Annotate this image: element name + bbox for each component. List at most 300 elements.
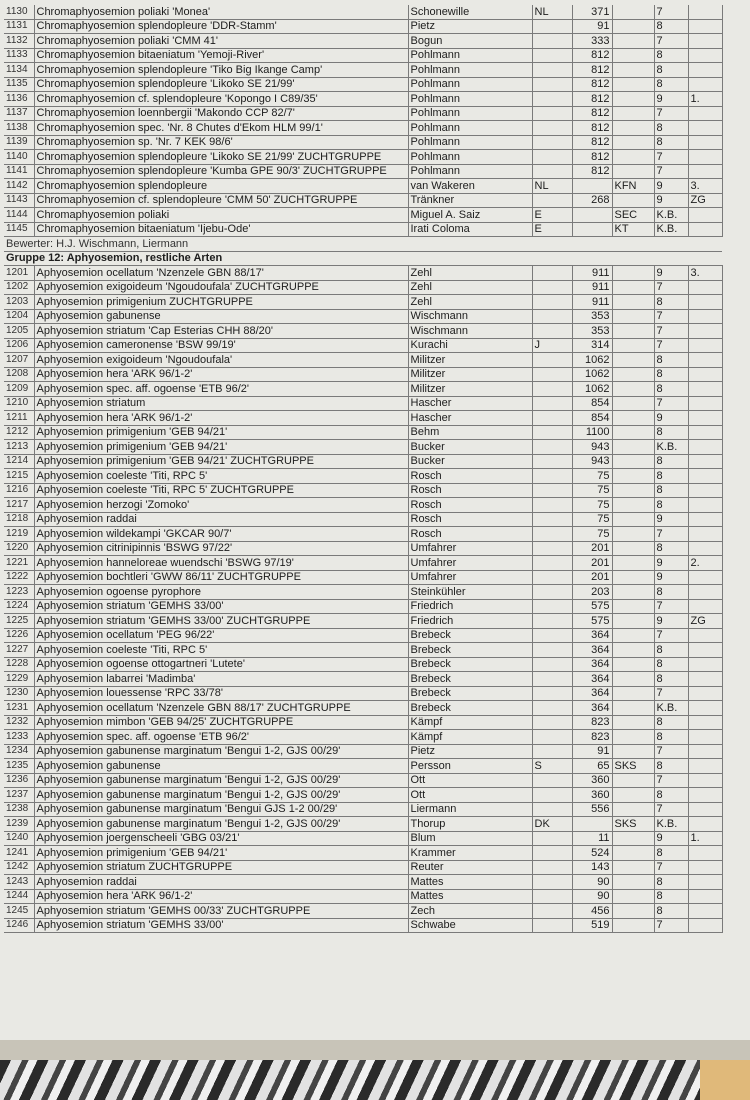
cell-breeder-number: 823 [572,715,612,730]
cell-placement [688,338,722,353]
table-row [4,367,722,382]
cell-breeder: Tränkner [408,193,532,208]
background-surface [0,1040,750,1100]
table-row [4,483,722,498]
cell-club-code [612,483,654,498]
cell-placement [688,222,722,237]
cell-country [532,512,572,527]
cell-entry-number: 1214 [4,454,34,469]
cell-species-name: Chromaphyosemion bitaeniatum 'Ijebu-Ode' [34,222,408,237]
cell-country [532,382,572,397]
cell-club-code [612,846,654,861]
cell-breeder: Brebeck [408,672,532,687]
cell-placement [688,773,722,788]
cell-club-code [612,498,654,513]
cell-breeder: Thorup [408,817,532,832]
cell-breeder: Rosch [408,483,532,498]
cell-country [532,527,572,542]
cell-species-name: Aphyosemion louessense 'RPC 33/78' [34,686,408,701]
cell-placement [688,527,722,542]
table-row [4,918,722,933]
cell-placement [688,77,722,92]
cell-score: 8 [654,353,688,368]
cell-score: 7 [654,309,688,324]
table-row [4,846,722,861]
cell-score: 8 [654,121,688,136]
cell-breeder: Mattes [408,875,532,890]
cell-score: 9 [654,92,688,107]
cell-breeder: Pohlmann [408,63,532,78]
table-row [4,92,722,107]
cell-breeder: Wischmann [408,309,532,324]
cell-placement [688,701,722,716]
cell-breeder-number: 203 [572,585,612,600]
cell-score: 9 [654,570,688,585]
cell-country [532,266,572,281]
cell-species-name: Aphyosemion coeleste 'Titi, RPC 5' ZUCHTGRUPPE [34,483,408,498]
cell-club-code [612,309,654,324]
cell-breeder: Umfahrer [408,541,532,556]
cell-entry-number: 1139 [4,135,34,150]
cell-species-name: Aphyosemion primigenium 'GEB 94/21' [34,425,408,440]
table-row [4,701,722,716]
table-row [4,875,722,890]
cell-breeder: Persson [408,759,532,774]
cell-placement: 3. [688,179,722,194]
cell-country [532,483,572,498]
cell-entry-number: 1223 [4,585,34,600]
cell-country [532,77,572,92]
cell-species-name: Aphyosemion herzogi 'Zomoko' [34,498,408,513]
cell-species-name: Aphyosemion labarrei 'Madimba' [34,672,408,687]
cell-score: 8 [654,48,688,63]
cell-placement [688,715,722,730]
cell-breeder-number: 90 [572,875,612,890]
cell-entry-number: 1202 [4,280,34,295]
cell-breeder: Militzer [408,367,532,382]
cell-breeder-number: 524 [572,846,612,861]
cell-species-name: Aphyosemion ogoense pyrophore [34,585,408,600]
cell-placement [688,744,722,759]
cell-entry-number: 1213 [4,440,34,455]
cell-club-code [612,570,654,585]
cell-entry-number: 1138 [4,121,34,136]
table-row [4,34,722,49]
cell-breeder: Friedrich [408,599,532,614]
cell-placement: ZG [688,614,722,629]
cell-placement [688,483,722,498]
cell-entry-number: 1132 [4,34,34,49]
cell-species-name: Aphyosemion coeleste 'Titi, RPC 5' [34,643,408,658]
cell-country [532,715,572,730]
cell-entry-number: 1215 [4,469,34,484]
cell-breeder-number: 1062 [572,367,612,382]
cell-breeder-number: 911 [572,266,612,281]
cell-country [532,353,572,368]
cell-club-code [612,527,654,542]
cell-placement [688,396,722,411]
cell-country [532,280,572,295]
cell-club-code [612,454,654,469]
cell-club-code [612,121,654,136]
cell-club-code [612,730,654,745]
cell-club-code: SKS [612,759,654,774]
cell-species-name: Aphyosemion citrinipinnis 'BSWG 97/22' [34,541,408,556]
cell-score: 8 [654,875,688,890]
cell-entry-number: 1212 [4,425,34,440]
cell-breeder: Pohlmann [408,92,532,107]
cell-species-name: Chromaphyosemion cf. splendopleure 'Kopongo I C89/35' [34,92,408,107]
cell-entry-number: 1209 [4,382,34,397]
cell-score: 7 [654,802,688,817]
cell-species-name: Aphyosemion hera 'ARK 96/1-2' [34,367,408,382]
cell-country [532,643,572,658]
table-row [4,193,722,208]
cell-breeder: Pohlmann [408,164,532,179]
cell-score: 9 [654,179,688,194]
cell-club-code [612,266,654,281]
cell-breeder-number: 854 [572,396,612,411]
cell-score: 8 [654,788,688,803]
cell-score: 8 [654,367,688,382]
cell-score: 8 [654,295,688,310]
cell-placement [688,164,722,179]
cell-score: 8 [654,657,688,672]
cell-species-name: Aphyosemion primigenium 'GEB 94/21' [34,440,408,455]
cell-breeder: Hascher [408,411,532,426]
cell-species-name: Aphyosemion cameronense 'BSW 99/19' [34,338,408,353]
cell-breeder: Zehl [408,295,532,310]
cell-entry-number: 1140 [4,150,34,165]
table-row [4,817,722,832]
cell-species-name: Aphyosemion ocellatum 'PEG 96/22' [34,628,408,643]
cell-breeder-number: 943 [572,454,612,469]
cell-placement [688,889,722,904]
cell-breeder: Pohlmann [408,77,532,92]
table-row [4,657,722,672]
cell-entry-number: 1210 [4,396,34,411]
cell-entry-number: 1143 [4,193,34,208]
fabric-pattern [0,1060,700,1100]
cell-country [532,744,572,759]
table-row [4,411,722,426]
cell-country [532,34,572,49]
cell-country: J [532,338,572,353]
cell-breeder-number: 812 [572,135,612,150]
cell-score: 8 [654,425,688,440]
cell-placement [688,106,722,121]
cell-country [532,802,572,817]
cell-placement [688,585,722,600]
cell-club-code [612,831,654,846]
cell-entry-number: 1203 [4,295,34,310]
cell-species-name: Aphyosemion coeleste 'Titi, RPC 5' [34,469,408,484]
cell-country [532,396,572,411]
cell-entry-number: 1244 [4,889,34,904]
cell-country [532,889,572,904]
cell-country [532,150,572,165]
cell-score: 8 [654,846,688,861]
cell-species-name: Aphyosemion striatum 'Cap Esterias CHH 88/20' [34,324,408,339]
cell-species-name: Aphyosemion gabunense [34,759,408,774]
cell-entry-number: 1204 [4,309,34,324]
cell-breeder: Schwabe [408,918,532,933]
cell-score: 7 [654,150,688,165]
cell-placement [688,875,722,890]
cell-entry-number: 1131 [4,19,34,34]
cell-breeder: Pohlmann [408,150,532,165]
cell-country: NL [532,5,572,19]
cell-breeder-number: 812 [572,92,612,107]
cell-placement [688,135,722,150]
cell-score: 9 [654,266,688,281]
cell-species-name: Aphyosemion ocellatum 'Nzenzele GBN 88/17' [34,266,408,281]
cell-club-code [612,541,654,556]
cell-breeder: Brebeck [408,686,532,701]
cell-breeder-number: 314 [572,338,612,353]
cell-species-name: Aphyosemion primigenium ZUCHTGRUPPE [34,295,408,310]
cell-placement [688,788,722,803]
table-row [4,5,722,19]
cell-placement [688,440,722,455]
cell-breeder-number: 812 [572,77,612,92]
cell-species-name: Aphyosemion gabunense marginatum 'Bengui 1-2, GJS 00/29' [34,788,408,803]
cell-breeder-number: 65 [572,759,612,774]
cell-club-code [612,193,654,208]
cell-club-code: KT [612,222,654,237]
table-row [4,541,722,556]
cell-breeder: Mattes [408,889,532,904]
cell-score: 8 [654,715,688,730]
table-row [4,498,722,513]
cell-species-name: Chromaphyosemion splendopleure 'Likoko SE 21/99' ZUCHTGRUPPE [34,150,408,165]
cell-score: 8 [654,889,688,904]
cell-score: 7 [654,338,688,353]
cell-placement [688,309,722,324]
table-row [4,527,722,542]
cell-entry-number: 1234 [4,744,34,759]
cell-club-code [612,135,654,150]
cell-placement [688,512,722,527]
cell-club-code [612,918,654,933]
cell-breeder-number: 333 [572,34,612,49]
cell-breeder-number: 75 [572,498,612,513]
cell-placement [688,425,722,440]
cell-breeder: Krammer [408,846,532,861]
cell-breeder-number: 90 [572,889,612,904]
cell-species-name: Aphyosemion raddai [34,875,408,890]
cell-placement [688,280,722,295]
cell-club-code [612,280,654,295]
table-row [4,48,722,63]
cell-breeder: Miguel A. Saiz [408,208,532,223]
cell-score: 8 [654,19,688,34]
cell-score: K.B. [654,208,688,223]
cell-species-name: Aphyosemion exigoideum 'Ngoudoufala' ZUCHTGRUPPE [34,280,408,295]
cell-score: 7 [654,628,688,643]
cell-species-name: Chromaphyosemion splendopleure 'Tiko Big Ikange Camp' [34,63,408,78]
cell-country: DK [532,817,572,832]
cell-club-code [612,48,654,63]
cell-entry-number: 1225 [4,614,34,629]
cell-breeder: Behm [408,425,532,440]
cell-placement [688,672,722,687]
cell-breeder: Brebeck [408,643,532,658]
cell-breeder: Militzer [408,353,532,368]
cell-placement [688,63,722,78]
cell-species-name: Chromaphyosemion bitaeniatum 'Yemoji-River' [34,48,408,63]
cell-score: 8 [654,77,688,92]
cell-club-code [612,367,654,382]
cell-placement [688,5,722,19]
table-row [4,585,722,600]
cell-breeder-number: 519 [572,918,612,933]
table-row [4,860,722,875]
cell-entry-number: 1246 [4,918,34,933]
cell-placement [688,759,722,774]
cell-country [532,628,572,643]
table-row [4,744,722,759]
cell-breeder: van Wakeren [408,179,532,194]
cell-breeder-number: 456 [572,904,612,919]
cell-club-code [612,628,654,643]
cell-country [532,411,572,426]
cell-breeder-number: 812 [572,150,612,165]
cell-breeder-number: 943 [572,440,612,455]
cell-country [532,106,572,121]
table-row [4,759,722,774]
cell-country [532,440,572,455]
cell-country [532,585,572,600]
cell-placement [688,628,722,643]
cell-breeder: Schonewille [408,5,532,19]
cell-species-name: Aphyosemion striatum [34,396,408,411]
cell-breeder: Zehl [408,266,532,281]
cell-species-name: Aphyosemion mimbon 'GEB 94/25' ZUCHTGRUPPE [34,715,408,730]
cell-species-name: Aphyosemion raddai [34,512,408,527]
cell-species-name: Aphyosemion gabunense marginatum 'Bengui GJS 1-2 00/29' [34,802,408,817]
cell-breeder-number: 556 [572,802,612,817]
cell-score: 8 [654,585,688,600]
cell-country: E [532,222,572,237]
cell-placement [688,208,722,223]
table-row [4,773,722,788]
cell-score: 7 [654,860,688,875]
cell-placement [688,817,722,832]
cell-breeder-number: 75 [572,483,612,498]
cell-club-code [612,701,654,716]
cell-club-code [612,672,654,687]
cell-country [532,541,572,556]
cell-breeder: Liermann [408,802,532,817]
cell-score: 9 [654,411,688,426]
table-row [4,222,722,237]
table-row [4,556,722,571]
jury-line: Bewerter: H.J. Wischmann, Liermann [4,237,722,252]
cell-placement [688,498,722,513]
cell-country [532,135,572,150]
cell-country [532,309,572,324]
table-row [4,295,722,310]
cell-club-code [612,556,654,571]
cell-score: 7 [654,106,688,121]
cell-country [532,63,572,78]
cell-species-name: Chromaphyosemion poliaki [34,208,408,223]
cell-entry-number: 1219 [4,527,34,542]
cell-club-code [612,585,654,600]
cell-species-name: Chromaphyosemion cf. splendopleure 'CMM 50' ZUCHTGRUPPE [34,193,408,208]
cell-score: 7 [654,527,688,542]
cell-country [532,164,572,179]
cell-score: 7 [654,396,688,411]
cell-country [532,672,572,687]
cell-score: 8 [654,483,688,498]
table-row [4,19,722,34]
cell-breeder-number: 353 [572,309,612,324]
cell-entry-number: 1222 [4,570,34,585]
cell-breeder-number: 854 [572,411,612,426]
cell-species-name: Chromaphyosemion splendopleure 'Kumba GPE 90/3' ZUCHTGRUPPE [34,164,408,179]
cell-breeder-number: 75 [572,512,612,527]
cell-species-name: Aphyosemion striatum 'GEMHS 00/33' ZUCHTGRUPPE [34,904,408,919]
cell-placement [688,367,722,382]
cell-club-code [612,512,654,527]
cell-breeder: Hascher [408,396,532,411]
cell-club-code: KFN [612,179,654,194]
cell-placement: 2. [688,556,722,571]
cell-entry-number: 1239 [4,817,34,832]
cell-country [532,773,572,788]
cell-placement: ZG [688,193,722,208]
cell-country [532,860,572,875]
cell-species-name: Aphyosemion hanneloreae wuendschi 'BSWG 97/19' [34,556,408,571]
cell-placement [688,454,722,469]
cell-breeder-number [572,179,612,194]
table-row [4,309,722,324]
table-row [4,643,722,658]
cell-entry-number: 1134 [4,63,34,78]
table-row [4,730,722,745]
cell-species-name: Aphyosemion spec. aff. ogoense 'ETB 96/2' [34,730,408,745]
cell-species-name: Aphyosemion joergenscheeli 'GBG 03/21' [34,831,408,846]
cell-score: 7 [654,164,688,179]
table-row [4,570,722,585]
cell-country: E [532,208,572,223]
cell-entry-number: 1224 [4,599,34,614]
cell-country [532,599,572,614]
cell-breeder-number [572,222,612,237]
cell-breeder: Kämpf [408,730,532,745]
cell-entry-number: 1229 [4,672,34,687]
cell-species-name: Aphyosemion striatum 'GEMHS 33/00' [34,918,408,933]
cell-score: 8 [654,643,688,658]
table-row [4,788,722,803]
cell-breeder: Rosch [408,512,532,527]
table-row [4,63,722,78]
table-row [4,831,722,846]
cell-score: 8 [654,904,688,919]
cell-country [532,846,572,861]
cell-club-code [612,469,654,484]
table-row [4,396,722,411]
cell-entry-number: 1233 [4,730,34,745]
cell-country [532,121,572,136]
cell-entry-number: 1221 [4,556,34,571]
cell-placement [688,469,722,484]
cell-club-code [612,686,654,701]
table-row [4,382,722,397]
cell-entry-number: 1133 [4,48,34,63]
